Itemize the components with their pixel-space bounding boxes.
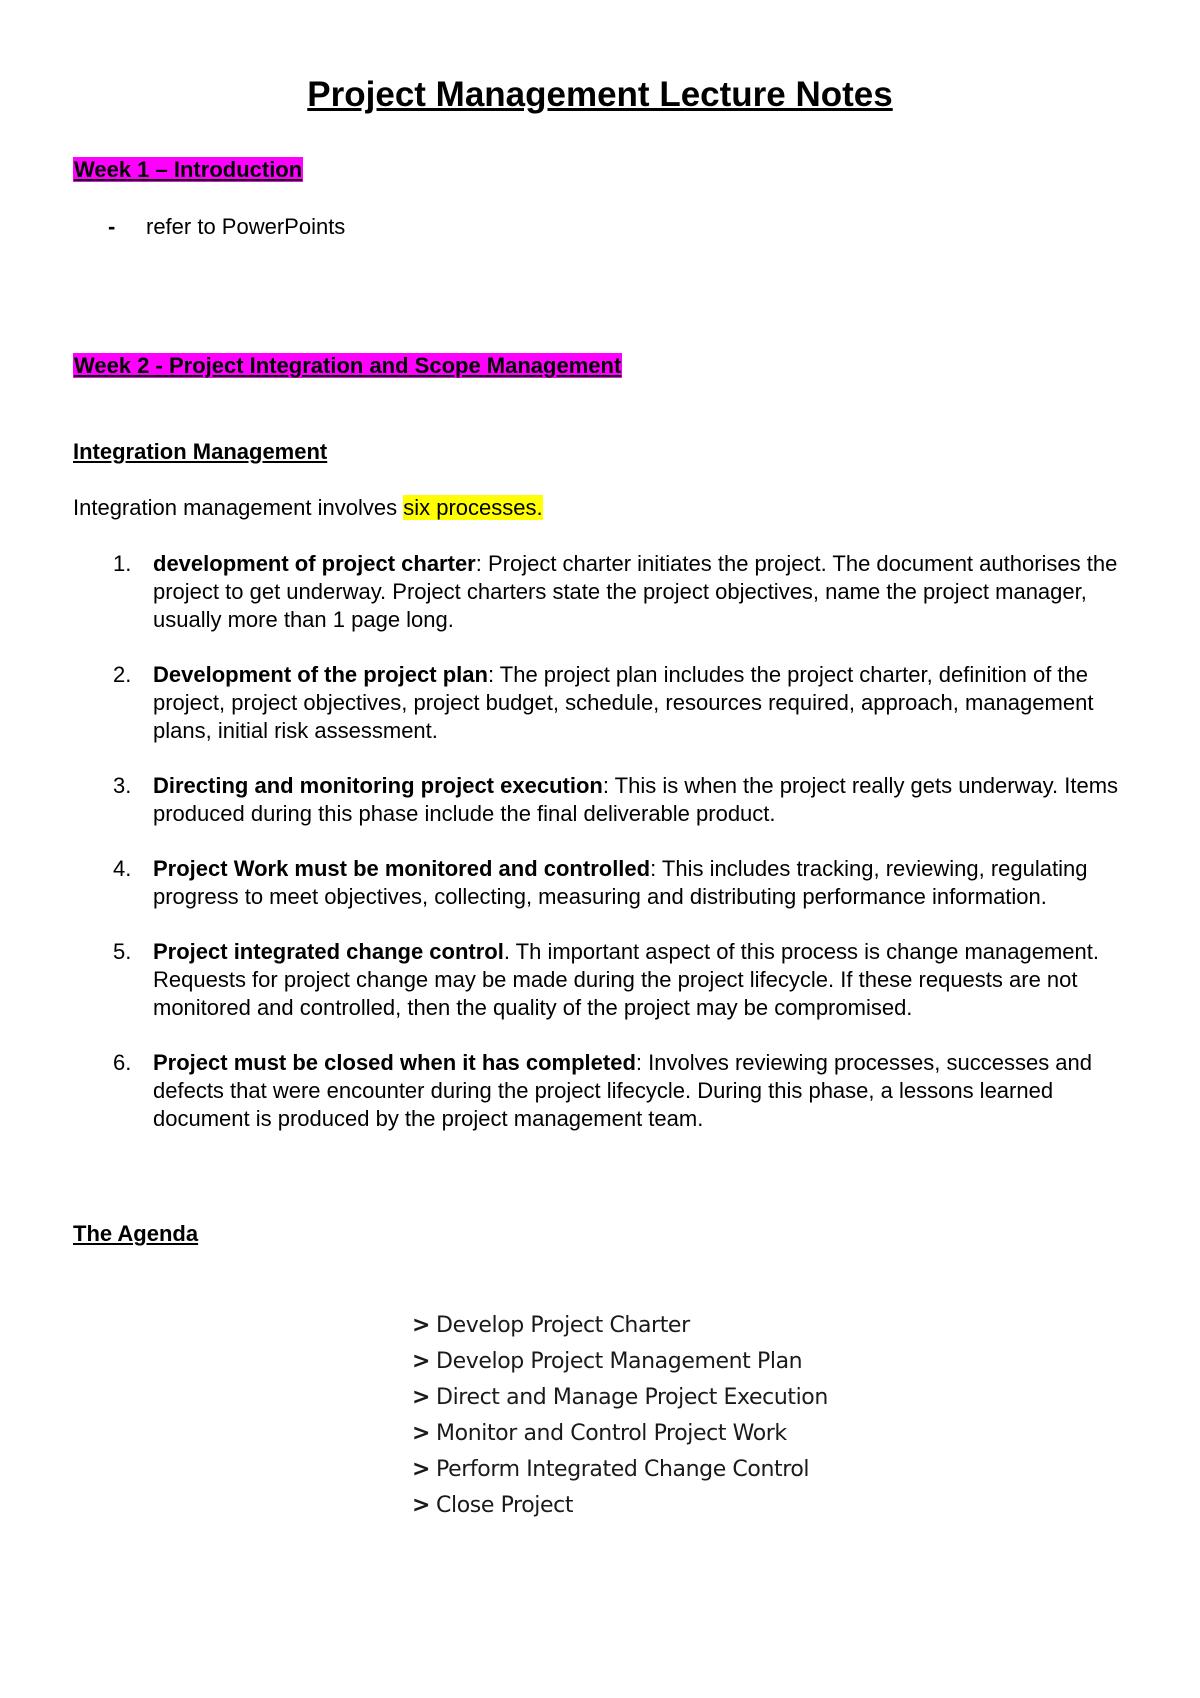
agenda-item-label: Close Project xyxy=(436,1493,574,1518)
agenda-item-label: Develop Project Management Plan xyxy=(436,1349,803,1374)
process-description: : Involves reviewing processes, successes and defects that were encounter during the project lifecycle. During this phase, a lessons learned document is produced by the project management team. xyxy=(153,1050,1093,1131)
agenda-arrow: > xyxy=(412,1421,431,1446)
process-description: : This is when the project really gets underway. Items produced during this phase include the final deliverable product. xyxy=(153,773,1119,826)
intro-highlight: six processes. xyxy=(403,495,543,520)
process-number: 6. xyxy=(113,1050,132,1075)
process-item xyxy=(73,938,1133,1022)
process-list xyxy=(73,550,1133,1160)
agenda-item xyxy=(412,1452,872,1488)
intro-text: Integration management involves xyxy=(73,495,404,520)
process-item xyxy=(73,1049,1133,1133)
agenda-item xyxy=(412,1488,872,1524)
integration-management-heading: Integration Management xyxy=(73,439,328,464)
week-1-heading xyxy=(73,156,303,184)
week-1-bullet xyxy=(108,213,345,241)
week-2-heading-text: Week 2 - Project Integration and Scope Management xyxy=(74,353,622,378)
process-term: Directing and monitoring project execution xyxy=(153,773,603,798)
agenda-item-label: Monitor and Control Project Work xyxy=(436,1421,787,1446)
agenda-item-label: Perform Integrated Change Control xyxy=(436,1457,810,1482)
bullet-dash: - xyxy=(108,214,116,239)
process-number: 1. xyxy=(113,551,132,576)
process-item xyxy=(73,855,1133,911)
integration-intro xyxy=(73,494,543,522)
process-description: : Project charter initiates the project. The document authorises the project to get underway. Project charters state the project objectives, name the project manager, usually more than 1 page long. xyxy=(153,551,1118,632)
process-term: Project must be closed when it has completed xyxy=(153,1050,636,1075)
process-description: . Th important aspect of this process is change management. Requests for project change may be made during the project lifecycle. If these requests are not monitored and controlled, then the quality of the project may be compromised. xyxy=(153,939,1099,1020)
agenda-arrow: > xyxy=(412,1349,431,1374)
agenda-item xyxy=(412,1308,872,1344)
agenda-arrow: > xyxy=(412,1493,431,1518)
agenda-item xyxy=(412,1380,872,1416)
process-term: Development of the project plan xyxy=(153,662,488,687)
agenda-item xyxy=(412,1416,872,1452)
process-term: development of project charter xyxy=(153,551,476,576)
agenda-arrow: > xyxy=(412,1457,431,1482)
process-number: 4. xyxy=(113,856,132,881)
agenda-heading: The Agenda xyxy=(73,1221,199,1246)
agenda-item xyxy=(412,1344,872,1380)
agenda-item-label: Direct and Manage Project Execution xyxy=(436,1385,828,1410)
process-item xyxy=(73,550,1133,634)
process-item xyxy=(73,661,1133,745)
process-item xyxy=(73,772,1133,828)
agenda-item-label: Develop Project Charter xyxy=(436,1313,690,1338)
process-description: : This includes tracking, reviewing, regulating progress to meet objectives, collecting, measuring and distributing performance information. xyxy=(153,856,1088,909)
agenda-list xyxy=(412,1308,872,1524)
process-number: 3. xyxy=(113,773,132,798)
bullet-text: refer to PowerPoints xyxy=(146,214,346,239)
week-1-heading-text: Week 1 – Introduction xyxy=(74,157,303,182)
week-2-heading xyxy=(73,352,622,380)
agenda-arrow: > xyxy=(412,1385,431,1410)
process-term: Project Work must be monitored and controlled xyxy=(153,856,651,881)
process-number: 5. xyxy=(113,939,132,964)
process-term: Project integrated change control xyxy=(153,939,504,964)
agenda-arrow: > xyxy=(412,1313,431,1338)
process-number: 2. xyxy=(113,662,132,687)
document-title: Project Management Lecture Notes xyxy=(307,75,893,114)
process-description: : The project plan includes the project charter, definition of the project, project objectives, project budget, schedule, resources required, approach, management plans, initial risk assessment. xyxy=(153,662,1094,743)
